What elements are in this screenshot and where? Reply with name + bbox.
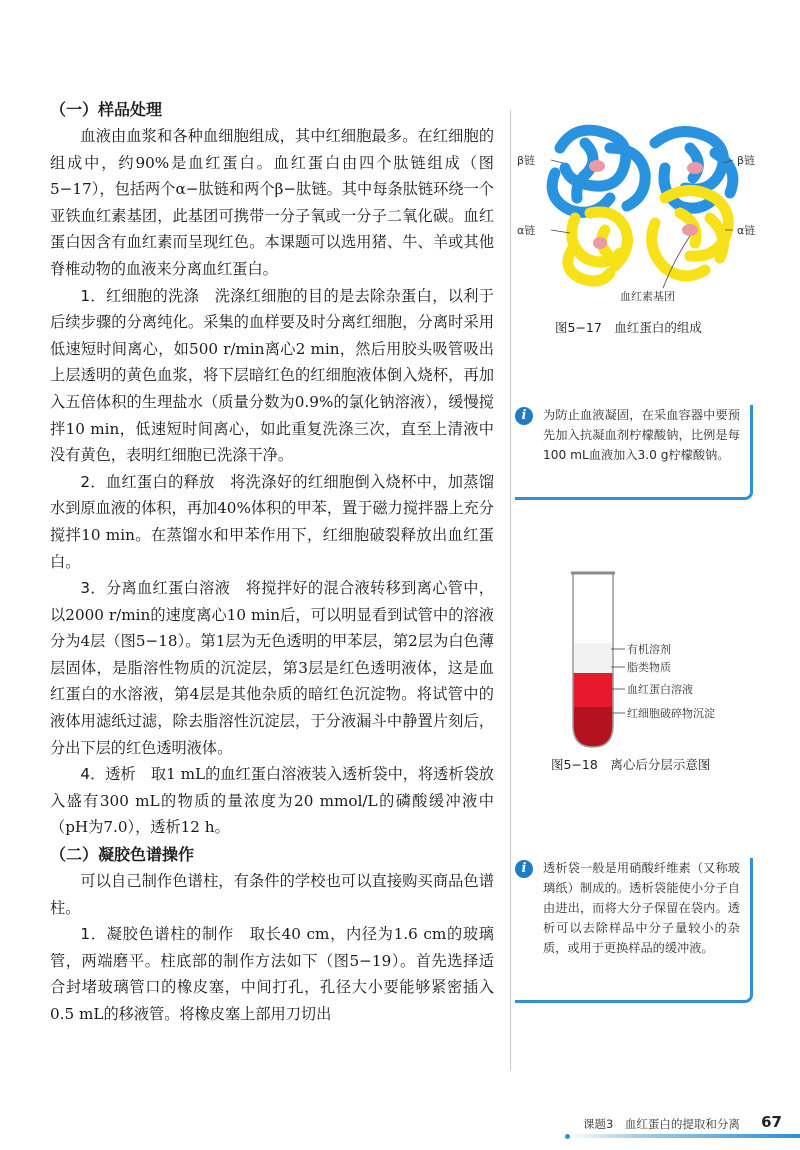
paragraph-rbc-washing (50, 283, 494, 469)
step-body-hemoglobin-release: 将洗涤好的红细胞倒入烧杯中，加蒸馏水到原血液的体积，再加40%体积的甲苯，置于磁力搅拌器上充分搅拌10 min。在蒸馏水和甲苯作用下，红细胞破裂释放出血红蛋白。 (50, 472, 495, 571)
paragraph-column-source: 可以自己制作色谱柱，有条件的学校也可以直接购买商品色谱柱。 (50, 872, 494, 917)
label-hemoglobin-solution: 血红蛋白溶液 (627, 683, 693, 696)
layer-hemoglobin-solution (571, 673, 615, 707)
label-alpha-chain-left: α链 (517, 224, 536, 237)
layer-lipid (571, 643, 615, 677)
caption-figure-5-18: 图5−18 离心后分层示意图 (551, 757, 711, 772)
step-heading-hemoglobin-release: 2．血红蛋白的释放 (80, 472, 215, 491)
paragraph-hemoglobin-release (50, 469, 494, 575)
section-title-sample-processing: （一）样品处理 (50, 100, 163, 119)
figure-hemoglobin-structure (515, 118, 770, 343)
step-body-dialysis: 取1 mL的血红蛋白溶液装入透析袋中，将透析袋放入盛有300 mL的物质的量浓度为20 mmol/L的磷酸缓冲液中（pH为7.0），透析12 h。 (50, 765, 494, 837)
figure-centrifuge-layers (515, 565, 770, 775)
layer-sediment (571, 707, 615, 752)
note-text-anticoagulant: 为防止血液凝固，在采血容器中要预先加入抗凝血剂柠檬酸钠，比例是每100 mL血液加入3.0 g柠檬酸钠。 (543, 408, 740, 462)
side-note-anticoagulant (515, 405, 753, 500)
label-sediment: 红细胞破碎物沉淀 (627, 707, 715, 720)
footer-chapter-title: 课题3 血红蛋白的提取和分离 (583, 1117, 740, 1131)
step-body-column-making: 取长40 cm，内径为1.6 cm的玻璃管，两端磨平。柱底部的制作方法如下（图5−19）。首先选择适合封堵玻璃管口的橡皮塞，中间打孔，孔径大小要能够紧密插入0.5 mL的移液管。将橡皮塞上部用刀切出 (50, 925, 494, 1023)
label-alpha-chain-right: α链 (737, 224, 756, 237)
paragraph-dialysis (50, 761, 494, 841)
label-lipid: 脂类物质 (627, 661, 671, 674)
label-beta-chain-left: β链 (517, 154, 536, 167)
side-note-dialysis-bag (515, 858, 753, 1003)
step-heading-separate-solution: 3．分离血红蛋白溶液 (80, 579, 231, 598)
info-icon: i (515, 860, 533, 878)
step-heading-column-making: 1．凝胶色谱柱的制作 (80, 925, 234, 944)
footer-rule (565, 1134, 800, 1138)
paragraph-separate-solution (50, 575, 494, 761)
step-body-separate-solution: 将搅拌好的混合液转移到离心管中，以2000 r/min的速度离心10 min后，可以明显看到试管中的溶液分为4层（图5−18）。第1层为无色透明的甲苯层，第2层为白色薄层固体，是脂溶性物质的沉淀层，第3层是红色透明液体，这是血红蛋白的水溶液，第4层是其他杂质的暗红色沉淀物。将试管中的液体用滤纸过滤，除去脂溶性沉淀层，于分液漏斗中静置片刻后，分出下层的红色透明液体。 (50, 579, 494, 757)
column-divider (510, 110, 511, 1070)
layer-organic-solvent (571, 573, 615, 643)
note-text-dialysis-bag: 透析袋一般是用硝酸纤维素（又称玻璃纸）制成的。透析袋能使小分子自由进出，而将大分子保留在袋内。透析可以去除样品中分子量较小的杂质，或用于更换样品的缓冲液。 (543, 861, 740, 955)
label-heme-group: 血红素基团 (620, 290, 675, 303)
page-number: 67 (761, 1113, 782, 1131)
step-body-rbc-washing: 洗涤红细胞的目的是去除杂蛋白，以利于后续步骤的分离纯化。采集的血样要及时分离红细胞，分离时采用低速短时间离心，如500 r/min离心2 min，然后用胶头吸管吸出上层透明的黄色血浆，将下层暗红色的红细胞液体倒入烧杯，再加入五倍体积的生理盐水（质量分数为0.9%的氯化钠溶液），缓慢搅拌10 min，低速短时间离心，如此重复洗涤三次，直至上清液中没有黄色，表明红细胞已洗涤干净。 (50, 286, 494, 465)
footer-dot (565, 1134, 570, 1139)
centrifuge-tube-illustration (515, 565, 770, 755)
section-title-gel-chromatography: （二）凝胶色谱操作 (50, 845, 195, 865)
step-heading-dialysis: 4．透析 (80, 765, 136, 784)
step-heading-rbc-washing: 1．红细胞的洗涤 (80, 286, 200, 305)
paragraph-blood-composition: 血液由血浆和各种血细胞组成，其中红细胞最多。在红细胞的组成中，约90%是血红蛋白。血红蛋白由四个肽链组成（图5−17），包括两个α−肽链和两个β−肽链。其中每条肽链环绕一个亚铁血红素基团，此基团可携带一分子氧或一分子二氧化碳。血红蛋白因含有血红素而呈现红色。本课题可以选用猪、牛、羊或其他脊椎动物的血液来分离血红蛋白。 (50, 127, 494, 278)
page-footer (565, 1113, 800, 1142)
label-beta-chain-right: β链 (737, 154, 756, 167)
label-organic-solvent: 有机溶剂 (627, 643, 671, 656)
paragraph-column-making (50, 921, 494, 1027)
hemoglobin-illustration (515, 118, 770, 308)
caption-figure-5-17: 图5−17 血红蛋白的组成 (555, 320, 702, 335)
info-icon: i (515, 407, 533, 425)
main-text-column (50, 96, 494, 1028)
